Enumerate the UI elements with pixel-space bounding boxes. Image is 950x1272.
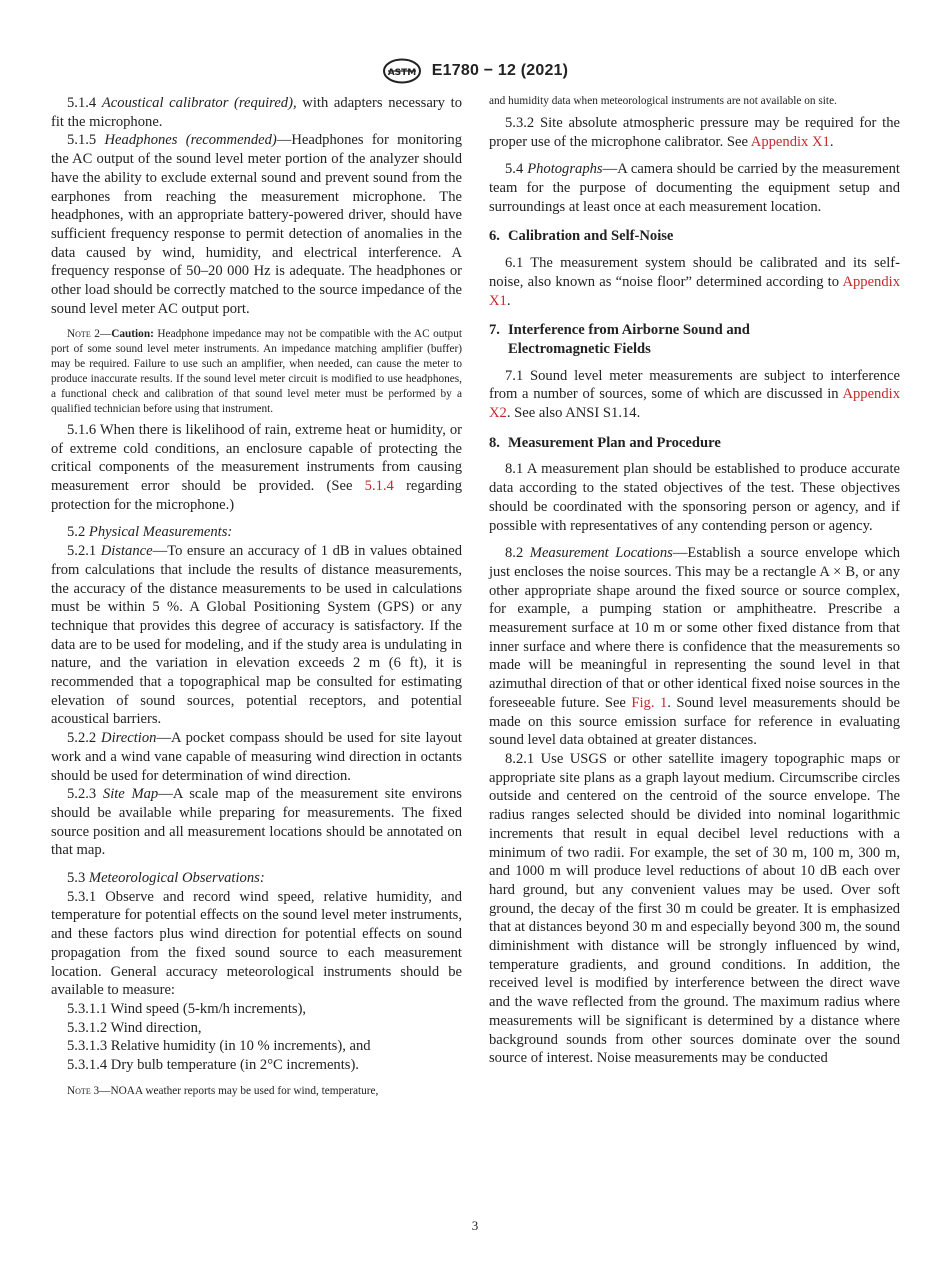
note-3-continued: and humidity data when meteorological instruments are not available on site.	[489, 95, 837, 107]
heading-6: 6. Calibration and Self-Noise	[489, 228, 674, 245]
svg-text:ASTM: ASTM	[387, 68, 417, 78]
heading-8: 8. Measurement Plan and Procedure	[489, 434, 721, 451]
section-5-3-2: 5.3.2 Site absolute atmospheric pressure may be required for the proper use of the microphone calibrator. See Appendix X1.	[489, 114, 900, 150]
page-header	[0, 58, 950, 84]
section-5-3-1-4: 5.3.1.4 Dry bulb temperature (in 2°C increments).	[67, 1057, 359, 1074]
link-appendix-x2[interactable]: Appendix X2	[489, 386, 900, 422]
section-6-1: 6.1 The measurement system should be calibrated and its self-noise, also known as “noise floor” determined according to Appendix X1.	[489, 255, 900, 309]
section-5-3: 5.3 Meteorological Observations:	[67, 870, 265, 887]
heading-7: 7. Interference from Airborne Sound and Electromagnetic Fields	[489, 322, 750, 357]
document-id: E1780 − 12 (2021)	[431, 62, 569, 79]
link-appendix-x1[interactable]: Appendix X1	[750, 133, 830, 150]
left-column	[51, 94, 462, 1103]
section-5-2-1: 5.2.1 Distance—To ensure an accuracy of 1 dB in values obtained from calculations that include the results of distance measurements, the accuracy of the distance measurements to be used in calculations must be within 5 %. A Global Positioning System (GPS) or any technique that provides this degree of accuracy is satisfactory. If the data are to be used for modeling, and if the study area is undulating in nature, and the variation in elevation exceeds 2 m (6 ft), it is recommended that a topographical map be consulted for estimating elevation of sound sources, potential receptors, and potential acoustical barriers.	[51, 543, 462, 728]
section-5-2: 5.2 Physical Measurements:	[67, 524, 233, 541]
section-5-3-1-2: 5.3.1.2 Wind direction,	[67, 1019, 202, 1036]
section-5-4: 5.4 Photographs—A camera should be carried by the measurement team for the purpose of documenting the equipment setup and surroundings at least once at each measurement location.	[489, 161, 900, 215]
section-8-2: 8.2 Measurement Locations—Establish a source envelope which just encloses the noise sources. This may be a rectangle A × B, or any other appropriate shape around the fixed source or source complex, for example, a pumping station or amphitheatre. Prescribe a measurement surface at 10 m or some other fixed distance from that inner surface and where there is confidence that the measurements so made will be meaningful in representing the sound level in that azimuthal direction of that or other identical fixed noise sources in the foreseeable future. See Fig. 1. Sound level measurements should be made on this source emission surface for reference in evaluating sound level data obtained at greater distances.	[489, 545, 901, 749]
note-3: Note 3—NOAA weather reports may be used for wind, temperature,	[67, 1084, 379, 1097]
section-5-2-3: 5.2.3 Site Map—A scale map of the measurement site environs should be available while preparing for measurements. The fixed source position and all measurement locations should be annotated on that map.	[51, 786, 462, 859]
section-5-3-1-3: 5.3.1.3 Relative humidity (in 10 % increments), and	[67, 1038, 371, 1055]
right-column	[489, 94, 900, 1068]
section-5-1-4: 5.1.4 Acoustical calibrator (required), with adapters necessary to fit the microphone.	[51, 95, 463, 130]
section-5-3-1-1: 5.3.1.1 Wind speed (5-km/h increments),	[67, 1000, 307, 1017]
note-2: Note 2—Caution: Headphone impedance may not be compatible with the AC output port of some sound level meter instruments. An impedance matching amplifier (buffer) may be required. Failure to use such an amplifier, when needed, can cause the meter to produce inaccurate results. If the sound level meter circuit is modified to use headphones, a functional check and calibration of that sound level meter must be performed by a qualified technician before using that instrument.	[51, 328, 462, 415]
link-5-1-4[interactable]: 5.1.4	[364, 477, 394, 494]
link-fig-1[interactable]: Fig. 1	[631, 694, 668, 711]
section-7-1: 7.1 Sound level meter measurements are subject to interference from a number of sources, some of which are discussed in Appendix X2. See also ANSI S1.14.	[489, 367, 900, 422]
section-5-3-1: 5.3.1 Observe and record wind speed, relative humidity, and temperature for potential effects on the sound level meter instruments, and these factors plus wind direction for potential effects on sound propagation from the fixed sound source to each measurement location. General accuracy meteorological instruments should be available to measure:	[51, 888, 462, 999]
section-5-1-5: 5.1.5 Headphones (recommended)—Headphones for monitoring the AC output of the sound level meter portion of the analyzer should have the ability to exclude external sound and prevent sound from the earphones from reaching the measurement microphone. The headphones, with an appropriate battery-powered driver, should have sufficient frequency response to permit detection of anomalies in the data caused by wind, humidity, and electrical interference. A frequency response of 50–20 000 Hz is adequate. The headphones or other load should be correctly matched to the source impedance of the sound level meter AC output port.	[51, 132, 463, 317]
section-8-2-1: 8.2.1 Use USGS or other satellite imagery topographic maps or appropriate site plans as a graph layout medium. Circumscribe circles outside and centered on the centroid of the source envelope. The radius ranges selected should be divided into nominal logarithmic increments that result in equal decibel level reductions with a minimum of two radii. For example, the set of 30 m, 100 m, 300 m, and 1000 m will produce level reductions of about 10 dB each over hard ground, but any convenient values may be used. Over soft ground, the decay of the first 30 m could be greater. It is emphasized that at distances beyond 30 m and especially beyond 300 m, the sound diminishment with distance will be strongly influenced by wind, temperature gradients, and ground conditions. In addition, the received level is modified by interference between the direct wave and the wave reflected from the ground. The maximum radius where measurements will be significant is determined by a distance where background sounds from other sources dominate over the sound source of interest. Noise measurements may be conducted	[489, 751, 900, 1067]
page-number: 3	[471, 1218, 479, 1233]
section-5-2-2: 5.2.2 Direction—A pocket compass should be used for site layout work and a wind vane capable of measuring wind direction in octants should be used for determination of wind direction.	[51, 730, 462, 784]
section-8-1: 8.1 A measurement plan should be established to produce accurate data according to the stated objectives of the test. These objectives should be coordinated with the sponsoring person or agency, and if possible with representatives of any contending person or agency.	[489, 461, 900, 534]
link-appendix-x1-2[interactable]: Appendix X1	[489, 273, 900, 309]
astm-logo-icon	[382, 58, 422, 84]
section-5-1-6: 5.1.6 When there is likelihood of rain, extreme heat or humidity, or of extreme cold conditions, an enclosure capable of protecting the critical components of the measurement instruments from causing measurement error should be provided. (See 5.1.4 regarding protection for the microphone.)	[51, 421, 462, 513]
